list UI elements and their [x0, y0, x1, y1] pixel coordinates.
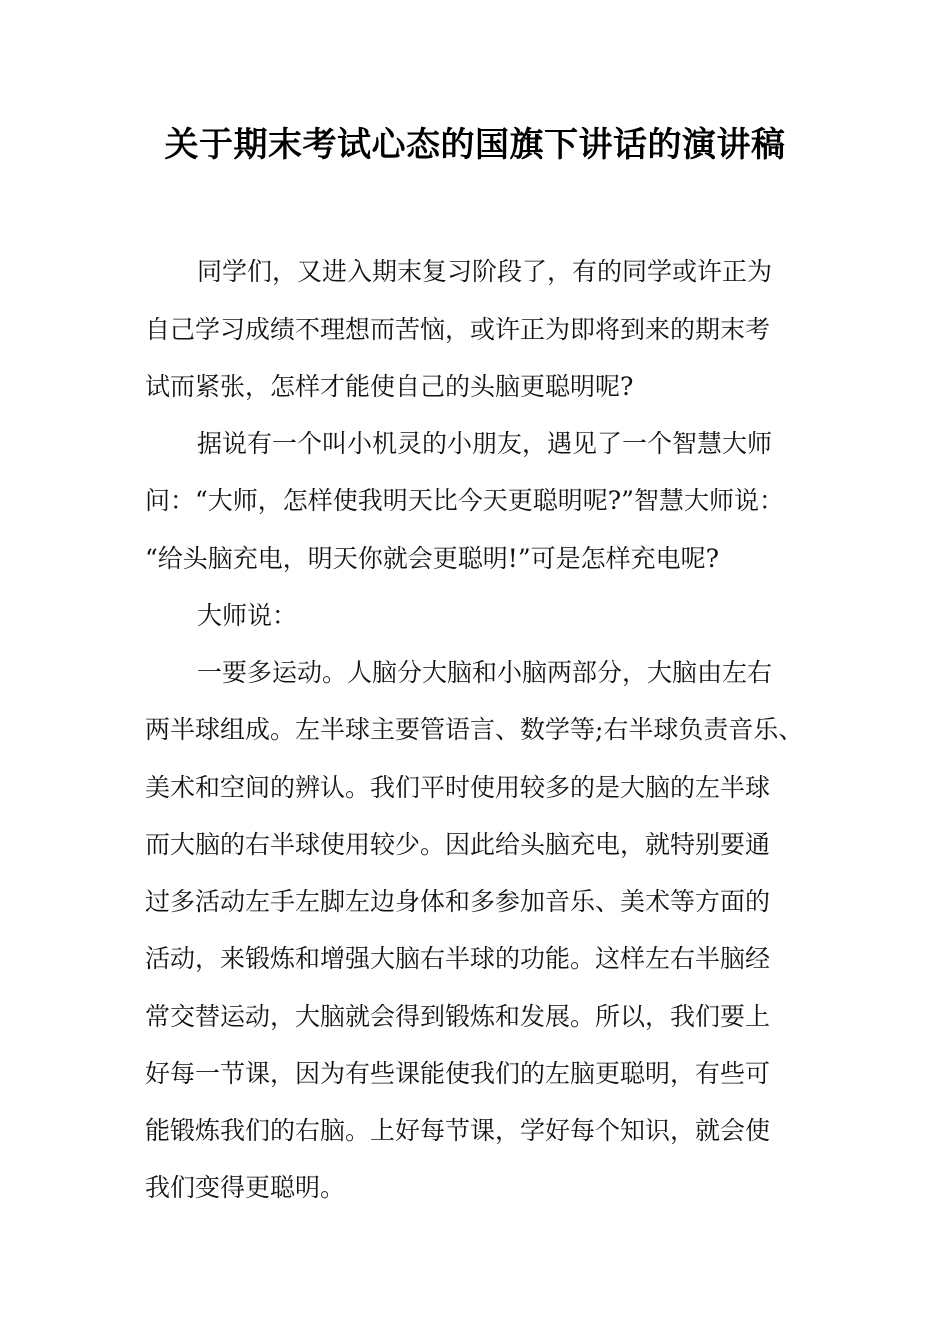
paragraph-line: 我们变得更聪明。: [145, 1173, 346, 1202]
paragraph-line: 好每一节课，因为有些课能使我们的左脑更聪明，有些可: [145, 1059, 771, 1088]
paragraph-line: 同学们，又进入期末复习阶段了，有的同学或许正为: [197, 257, 773, 286]
paragraph-line: “给头脑充电，明天你就会更聪明!”可是怎样充电呢?: [145, 544, 720, 573]
paragraph-line: 据说有一个叫小机灵的小朋友，遇见了一个智慧大师: [197, 429, 773, 458]
paragraph-line: 活动，来锻炼和增强大脑右半球的功能。这样左右半脑经: [145, 944, 771, 973]
paragraph-line: 两半球组成。左半球主要管语言、数学等;右半球负责音乐、: [145, 715, 804, 744]
paragraph-line: 过多活动左手左脚左边身体和多参加音乐、美术等方面的: [145, 887, 771, 916]
paragraph-line: 问：“大师，怎样使我明天比今天更聪明呢?”智慧大师说：: [145, 486, 784, 515]
paragraph-line: 试而紧张，怎样才能使自己的头脑更聪明呢?: [145, 372, 634, 401]
paragraph-line: 一要多运动。人脑分大脑和小脑两部分，大脑由左右: [197, 658, 773, 687]
paragraph-line: 美术和空间的辨认。我们平时使用较多的是大脑的左半球: [145, 773, 771, 802]
paragraph-line: 自己学习成绩不理想而苦恼，或许正为即将到来的期末考: [145, 315, 771, 344]
paragraph-line: 而大脑的右半球使用较少。因此给头脑充电，就特别要通: [145, 830, 771, 859]
document-title: 关于期末考试心态的国旗下讲话的演讲稿: [164, 125, 786, 165]
paragraph-line: 大师说：: [197, 601, 298, 630]
paragraph-line: 常交替运动，大脑就会得到锻炼和发展。所以，我们要上: [145, 1002, 771, 1031]
paragraph-line: 能锻炼我们的右脑。上好每节课，学好每个知识，就会使: [145, 1116, 771, 1145]
